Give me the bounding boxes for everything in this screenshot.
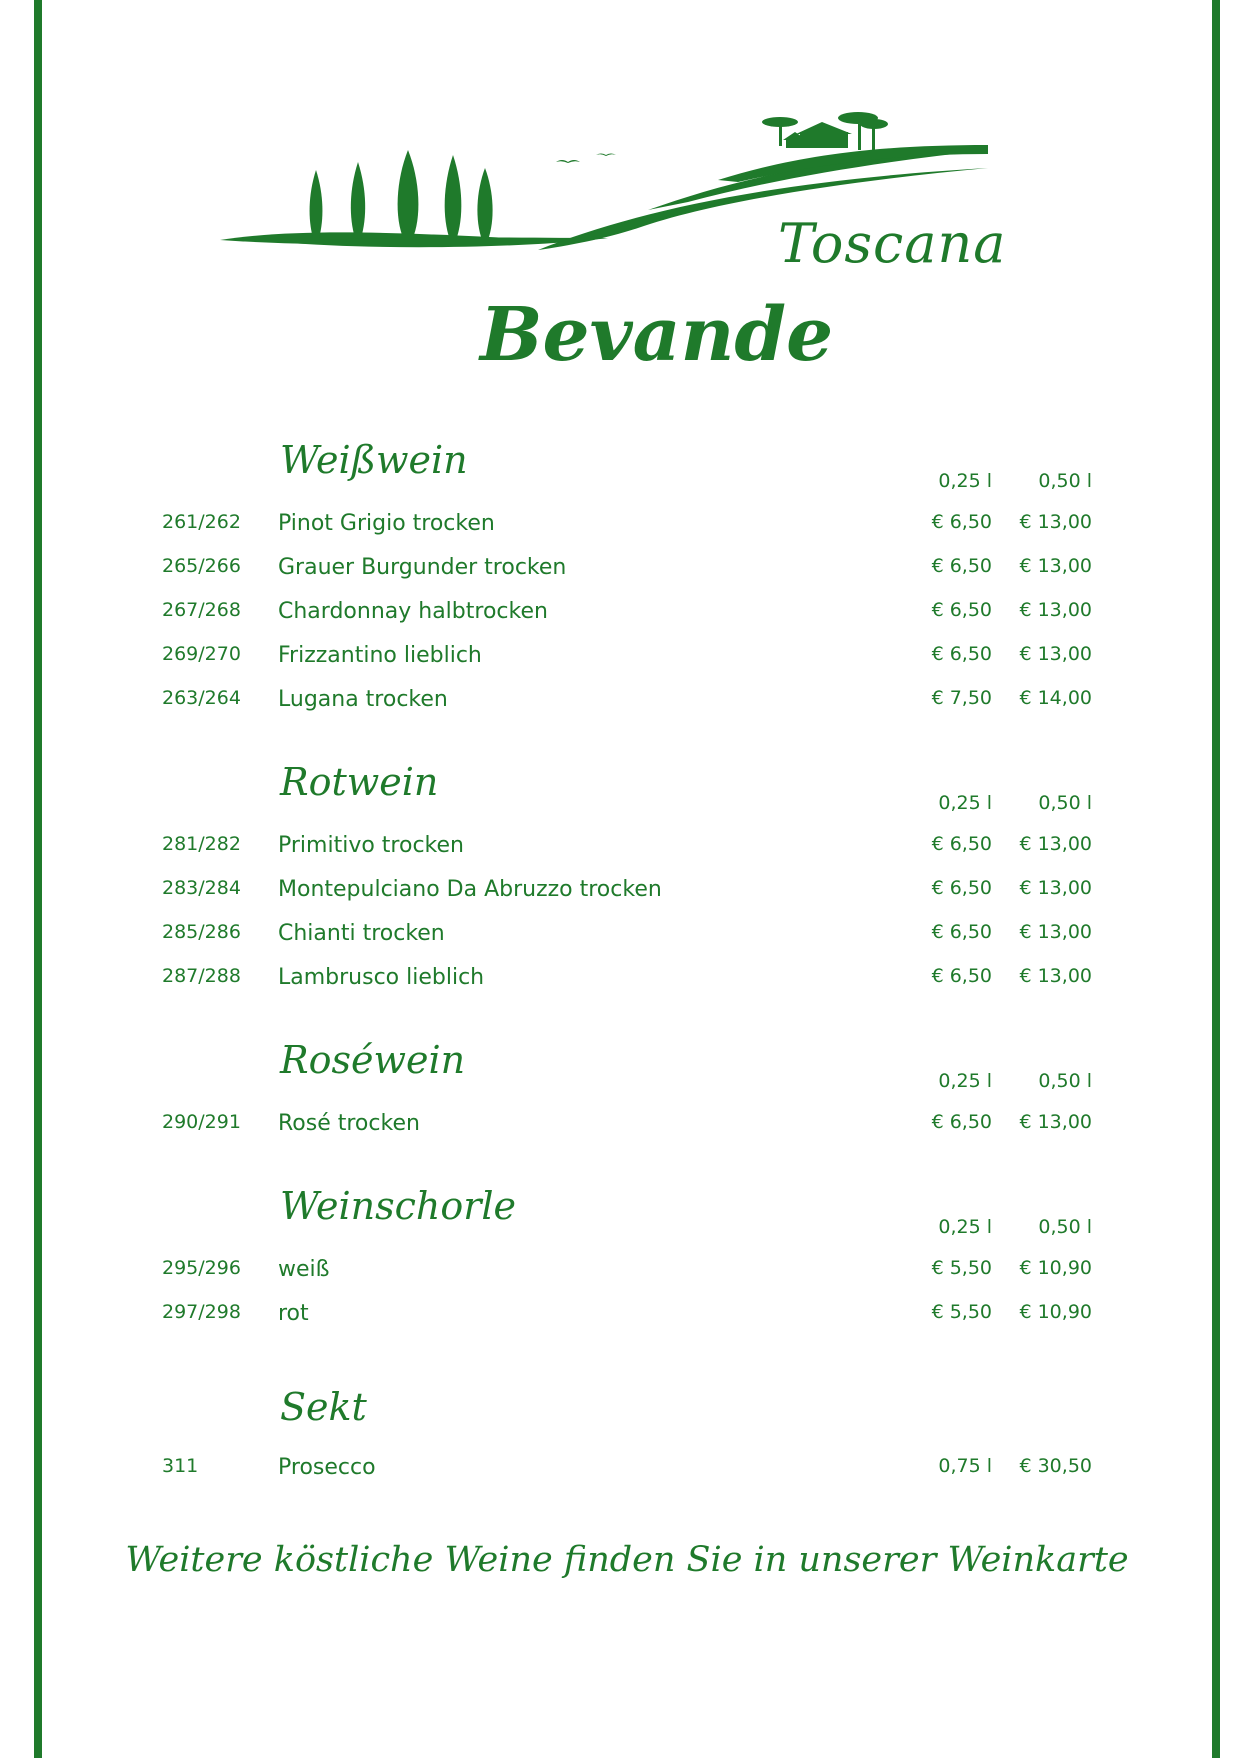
price-small: € 6,50 [931,833,992,855]
item-name: Prosecco [278,1455,376,1480]
price-large: € 13,00 [1019,965,1092,987]
price-large: € 10,90 [1019,1301,1092,1323]
price-small: € 6,50 [931,599,992,621]
item-name: Lugana trocken [278,687,448,712]
item-name: Pinot Grigio trocken [278,511,495,536]
volume-large: 0,50 l [1038,1070,1092,1092]
item-name: weiß [278,1257,330,1282]
menu-item [0,1257,1254,1287]
price-large: € 13,00 [1019,833,1092,855]
volume-large: 0,50 l [1038,1216,1092,1238]
price-small: € 6,50 [931,877,992,899]
menu-item [0,511,1254,541]
section-title-sekt: Sekt [280,1385,367,1429]
price-large: € 13,00 [1019,877,1092,899]
item-number: 297/298 [162,1301,241,1323]
volume-small: 0,25 l [938,1070,992,1092]
price-small: € 6,50 [931,511,992,533]
item-name: Grauer Burgunder trocken [278,555,567,580]
item-number: 261/262 [162,511,241,533]
price-small: € 6,50 [931,643,992,665]
price: € 30,50 [1019,1455,1092,1477]
section-title-weisswein: Weißwein [280,438,468,482]
item-number: 295/296 [162,1257,241,1279]
item-name: Primitivo trocken [278,833,464,858]
item-number: 311 [162,1455,199,1477]
price-small: € 5,50 [931,1257,992,1279]
menu-item [0,1455,1254,1485]
item-number: 265/266 [162,555,241,577]
page-title: Bevande [480,292,834,378]
price-small: € 6,50 [931,555,992,577]
item-name: Lambrusco lieblich [278,965,485,990]
price-small: € 6,50 [931,965,992,987]
price-large: € 14,00 [1019,687,1092,709]
menu-item [0,833,1254,863]
footer-note: Weitere köstliche Weine finden Sie in unserer Weinkarte [125,1540,1129,1580]
menu-item [0,599,1254,629]
price-large: € 13,00 [1019,643,1092,665]
menu-item [0,1111,1254,1141]
section-title-rotwein: Rotwein [280,760,439,804]
item-number: 287/288 [162,965,241,987]
volume-small: 0,25 l [938,470,992,492]
item-name: Montepulciano Da Abruzzo trocken [278,877,662,902]
item-number: 285/286 [162,921,241,943]
menu-item [0,555,1254,585]
price-large: € 13,00 [1019,1111,1092,1133]
item-number: 269/270 [162,643,241,665]
item-number: 281/282 [162,833,241,855]
item-name: Chianti trocken [278,921,445,946]
volume: 0,75 l [938,1455,992,1477]
price-large: € 13,00 [1019,599,1092,621]
menu-item [0,643,1254,673]
price-large: € 13,00 [1019,921,1092,943]
item-number: 290/291 [162,1111,241,1133]
item-number: 267/268 [162,599,241,621]
price-large: € 13,00 [1019,555,1092,577]
price-small: € 5,50 [931,1301,992,1323]
menu-item [0,1301,1254,1331]
volume-large: 0,50 l [1038,470,1092,492]
volume-large: 0,50 l [1038,792,1092,814]
price-small: € 6,50 [931,921,992,943]
item-name: Chardonnay halbtrocken [278,599,548,624]
menu-item [0,877,1254,907]
volume-small: 0,25 l [938,792,992,814]
price-small: € 7,50 [931,687,992,709]
brand-name: Toscana [778,212,1007,275]
section-title-weinschorle: Weinschorle [280,1184,517,1228]
volume-small: 0,25 l [938,1216,992,1238]
item-name: Frizzantino lieblich [278,643,482,668]
item-number: 263/264 [162,687,241,709]
item-name: Rosé trocken [278,1111,420,1136]
menu-item [0,921,1254,951]
menu-item [0,687,1254,717]
price-small: € 6,50 [931,1111,992,1133]
price-large: € 10,90 [1019,1257,1092,1279]
item-number: 283/284 [162,877,241,899]
menu-item [0,965,1254,995]
section-title-rosewein: Roséwein [280,1038,466,1082]
item-name: rot [278,1301,309,1326]
price-large: € 13,00 [1019,511,1092,533]
